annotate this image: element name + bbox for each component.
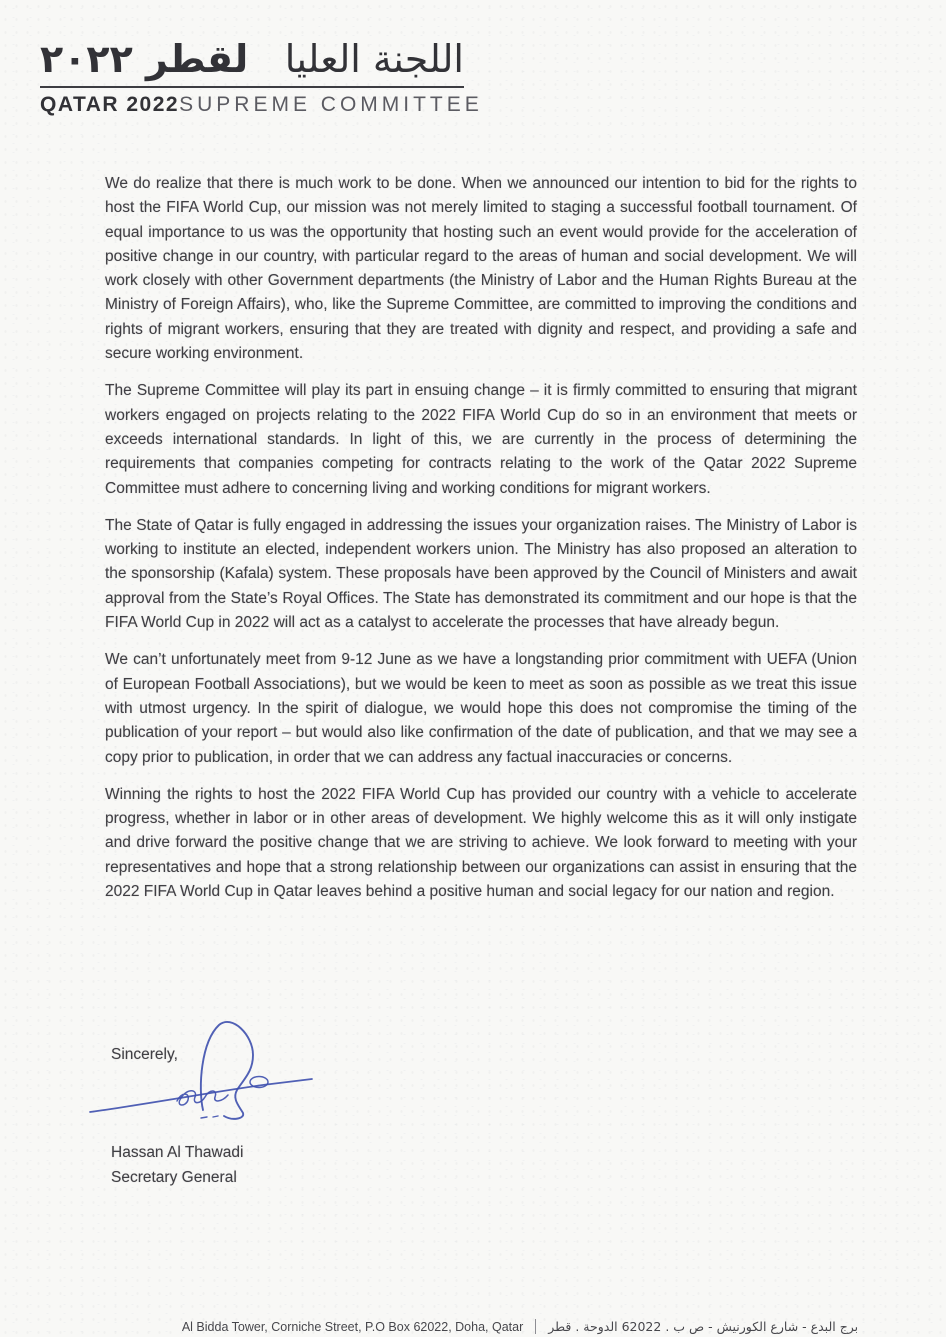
paragraph-3: The State of Qatar is fully engaged in addressing the issues your organization raises. The Ministry of Labor is working to institute an elected, independent workers union. The Ministry has also proposed an alteration to the sponsorship (Kafala) system. These proposals have been approved by the Council of Ministers and await approval from the State’s Royal Offices. The State has demonstrated its commitment and our hope is that the FIFA World Cup in 2022 will act as a catalyst to accelerate the processes that have already begun. — [105, 516, 857, 632]
signature-block — [111, 1043, 243, 1190]
logo-arabic-regular: اللجنة العليا — [284, 37, 464, 81]
logo-english-bold: QATAR 2022 — [40, 93, 180, 116]
closing-salutation: Sincerely, — [111, 1046, 178, 1063]
footer-address-english: Al Bidda Tower, Corniche Street, P.O Box 62022, Doha, Qatar — [181, 1319, 524, 1334]
paragraph-5: Winning the rights to host the 2022 FIFA World Cup has provided our country with a vehicle to accelerate progress, whether in labor or in other areas of development. We highly welcome this as it will only instigate and drive forward the positive change that we are striving to achieve. We look forward to meeting with your representatives and hope that a strong relationship between our organizations can assist in ensuring that the 2022 FIFA World Cup in Qatar leaves behind a positive human and social legacy for our nation and region. — [105, 785, 857, 901]
paragraph-2: The Supreme Committee will play its part in ensuing change – it is firmly committed to ensuring that migrant workers engaged on projects relating to the 2022 FIFA World Cup do so in an environment that meets or exceeds international standards. In light of this, we are currently in the process of determining the requirements that companies competing for contracts relating to the work of the Qatar 2022 Supreme Committee must adhere to concerning living and working conditions for migrant workers. — [105, 382, 857, 497]
signer-name: Hassan Al Thawadi — [111, 1144, 244, 1162]
logo-arabic-bold: لقطر ٢٠٢٢ — [40, 37, 249, 81]
letter-body — [105, 172, 857, 917]
logo-english-light: SUPREME COMMITTEE — [179, 93, 483, 116]
signer-title: Secretary General — [111, 1168, 237, 1186]
logo-arabic-title — [40, 36, 464, 84]
paragraph-4: We can’t unfortunately meet from 9-12 June as we have a longstanding prior commitment with UEFA (Union of European Football Associations), but we would be keen to meet as soon as possible as we treat this issue with utmost urgency. In the spirit of dialogue, we would hope this does not compromise the timing of the publication of your report – but would also like confirmation of the date of publication, and that we may see a copy prior to publication, in order that we can address any factual inaccuracies or concerns. — [105, 651, 857, 766]
logo-english-title — [40, 92, 483, 117]
letterhead — [40, 36, 483, 117]
logo-divider-rule — [40, 86, 464, 89]
paragraph-1: We do realize that there is much work to be done. When we announced our intention to bid for the rights to host the FIFA World Cup, our mission was not merely limited to staging a successful football tournament. Of equal importance to us was the opportunity that hosting such an event would provide for the acceleration of positive change in our country, with particular regard to the areas of human and social development. We will work closely with other Government departments (the Ministry of Labor and the Human Rights Bureau at the Ministry of Foreign Affairs), who, like the Supreme Committee, are committed to improving the conditions and rights of migrant workers, ensuring that they are treated with dignity and respect, and providing a safe and secure working environment. — [105, 175, 857, 363]
footer-address — [47, 1319, 946, 1334]
footer-address-arabic: برج البدع - شارع الكورنيش - ص ب . 62022 الدوحة . قطر — [548, 1319, 859, 1334]
footer-divider — [535, 1319, 536, 1334]
